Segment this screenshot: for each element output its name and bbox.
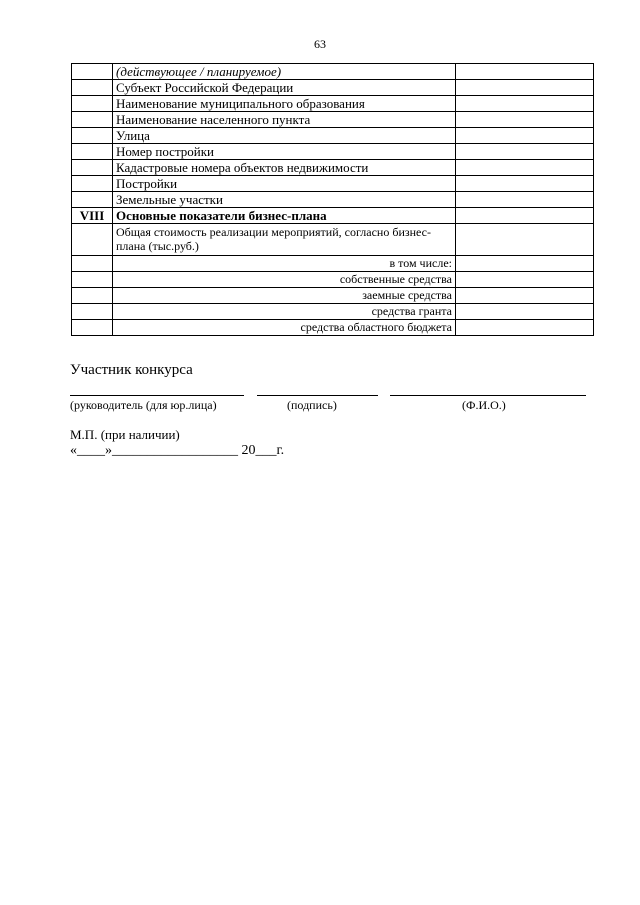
table-row	[72, 128, 594, 144]
value-cell[interactable]	[456, 288, 594, 304]
row-label: (действующее / планируемое)	[113, 64, 456, 80]
row-label: в том числе:	[113, 256, 456, 272]
value-cell[interactable]	[456, 272, 594, 288]
participant-label: Участник конкурса	[70, 362, 193, 378]
name-signature-line	[390, 395, 586, 396]
row-number	[72, 144, 113, 160]
row-label: Общая стоимость реализации мероприятий, согласно бизнес-плана (тыс.руб.)	[113, 224, 456, 256]
head-signature-line	[70, 395, 244, 396]
value-cell[interactable]	[456, 304, 594, 320]
row-number	[72, 288, 113, 304]
table-row	[72, 272, 594, 288]
value-cell[interactable]	[456, 112, 594, 128]
table-row	[72, 176, 594, 192]
head-caption: (руководитель (для юр.лица)	[70, 398, 217, 412]
row-number	[72, 96, 113, 112]
table-row	[72, 320, 594, 336]
row-number	[72, 176, 113, 192]
row-label: собственные средства	[113, 272, 456, 288]
row-number	[72, 256, 113, 272]
signature-caption: (подпись)	[287, 398, 337, 412]
value-cell[interactable]	[456, 160, 594, 176]
row-label: Постройки	[113, 176, 456, 192]
page-number: 63	[314, 37, 326, 51]
stamp-label: М.П. (при наличии)	[70, 427, 180, 442]
table-row	[72, 256, 594, 272]
row-label: Кадастровые номера объектов недвижимости	[113, 160, 456, 176]
date-line: «____»__________________ 20___г.	[70, 443, 285, 458]
table-row	[72, 64, 594, 80]
row-label: Наименование муниципального образования	[113, 96, 456, 112]
row-number	[72, 192, 113, 208]
value-cell[interactable]	[456, 224, 594, 256]
name-caption: (Ф.И.О.)	[462, 398, 506, 412]
value-cell[interactable]	[456, 320, 594, 336]
row-number	[72, 128, 113, 144]
row-label: Земельные участки	[113, 192, 456, 208]
value-cell[interactable]	[456, 176, 594, 192]
row-number	[72, 64, 113, 80]
row-label: средства гранта	[113, 304, 456, 320]
row-number	[72, 80, 113, 96]
row-number	[72, 112, 113, 128]
value-cell[interactable]	[456, 128, 594, 144]
value-cell[interactable]	[456, 80, 594, 96]
value-cell[interactable]	[456, 208, 594, 224]
row-number: VIII	[72, 208, 113, 224]
value-cell[interactable]	[456, 96, 594, 112]
row-label: средства областного бюджета	[113, 320, 456, 336]
row-label: заемные средства	[113, 288, 456, 304]
row-number	[72, 224, 113, 256]
value-cell[interactable]	[456, 144, 594, 160]
value-cell[interactable]	[456, 256, 594, 272]
value-cell[interactable]	[456, 192, 594, 208]
table-row	[72, 144, 594, 160]
row-label: Улица	[113, 128, 456, 144]
table-row	[72, 288, 594, 304]
table-row	[72, 224, 594, 256]
table-row	[72, 96, 594, 112]
table-row	[72, 80, 594, 96]
signature-line	[257, 395, 378, 396]
table-row	[72, 208, 594, 224]
table-row	[72, 192, 594, 208]
row-number	[72, 304, 113, 320]
row-label: Номер постройки	[113, 144, 456, 160]
value-cell[interactable]	[456, 64, 594, 80]
row-label: Наименование населенного пункта	[113, 112, 456, 128]
table-row	[72, 112, 594, 128]
row-number	[72, 160, 113, 176]
row-number	[72, 272, 113, 288]
row-label: Основные показатели бизнес-плана	[113, 208, 456, 224]
row-number	[72, 320, 113, 336]
table-row	[72, 304, 594, 320]
business-plan-table	[71, 63, 594, 336]
table-row	[72, 160, 594, 176]
row-label: Субъект Российской Федерации	[113, 80, 456, 96]
